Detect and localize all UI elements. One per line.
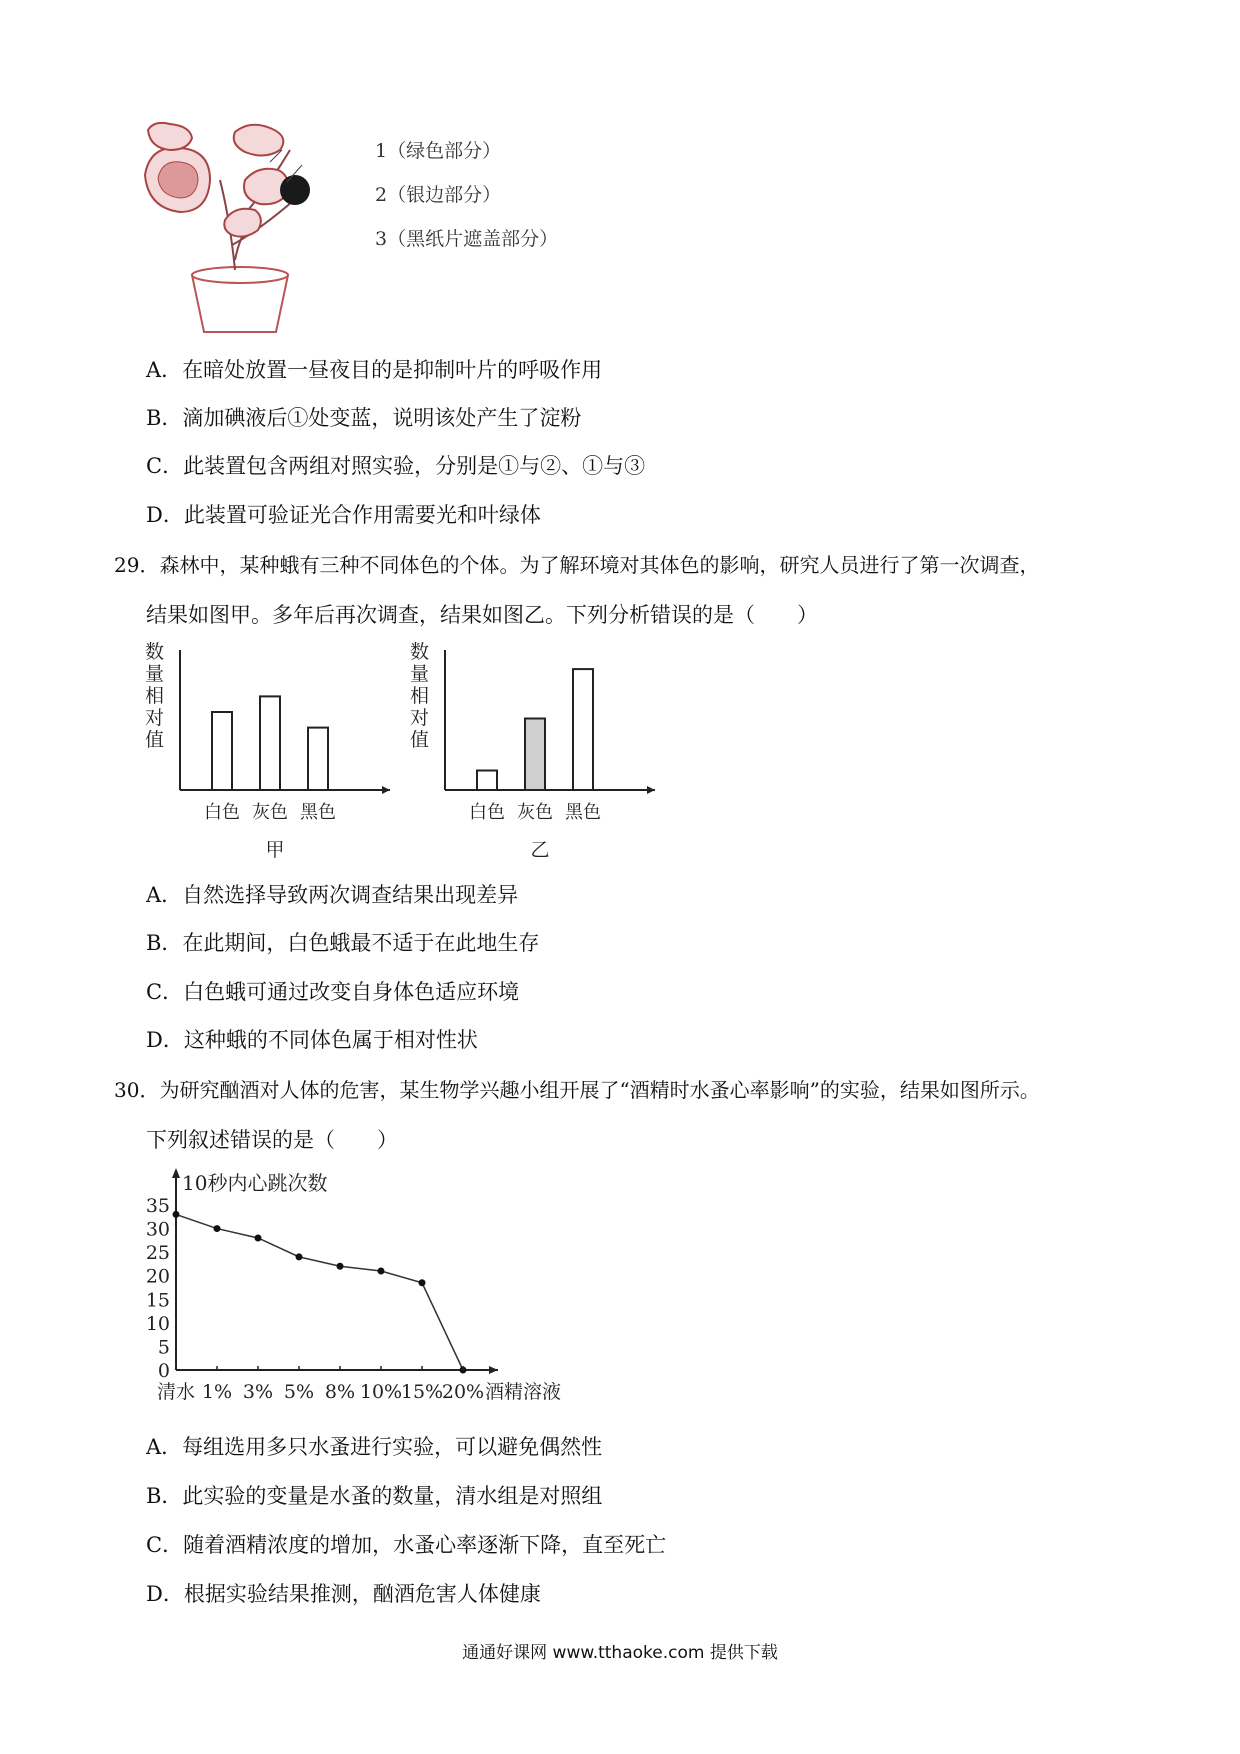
bar-白色 xyxy=(212,712,232,790)
geranium-plant-illustration xyxy=(140,120,360,340)
data-point xyxy=(378,1268,385,1275)
y-axis-label: 数 xyxy=(145,641,165,663)
y-axis-label: 相 xyxy=(145,685,165,707)
line-chart-heart-rate xyxy=(140,1158,660,1408)
y-axis-label: 对 xyxy=(145,707,165,729)
footer-credit: 通通好课网 www.tthaoke.com 提供下载 xyxy=(462,1643,778,1663)
bar-灰色 xyxy=(525,719,545,791)
q30-option-a: A．每组选用多只水蚤进行实验，可以避免偶然性 xyxy=(146,1435,603,1459)
y-tick-label: 10 xyxy=(145,1312,170,1335)
q30-option-d: D．根据实验结果推测，酗酒危害人体健康 xyxy=(146,1582,541,1606)
x-axis-arrow xyxy=(647,786,655,794)
y-axis-arrow xyxy=(172,1168,180,1178)
x-tick-label: 20% xyxy=(441,1381,485,1403)
q29-option-c: C．白色蛾可通过改变自身体色适应环境 xyxy=(146,980,520,1004)
plant-figure xyxy=(140,120,560,340)
series-line xyxy=(176,1214,463,1370)
y-axis-label: 对 xyxy=(410,707,430,729)
y-axis-label: 量 xyxy=(145,663,165,685)
figure-label-2: 2（银边部分） xyxy=(375,184,502,206)
x-tick-label: 白色 xyxy=(469,802,505,823)
bar-灰色 xyxy=(260,696,280,790)
y-axis-label: 数 xyxy=(410,641,430,663)
q28-option-c: C．此装置包含两组对照实验，分别是①与②、①与③ xyxy=(146,454,646,478)
x-tick-label: 黑色 xyxy=(565,802,601,823)
y-axis-label: 10秒内心跳次数 xyxy=(182,1171,328,1195)
q29-option-a: A．自然选择导致两次调查结果出现差异 xyxy=(146,883,519,907)
y-tick-label: 30 xyxy=(145,1218,170,1241)
x-tick-label: 10% xyxy=(359,1381,403,1403)
bar-chart-jia xyxy=(140,640,400,860)
q28-option-b: B．滴加碘液后①处变蓝，说明该处产生了淀粉 xyxy=(146,406,582,430)
bar-chart-yi xyxy=(405,640,665,860)
q29-stem-line2: 结果如图甲。多年后再次调查，结果如图乙。下列分析错误的是（ ） xyxy=(146,603,818,627)
x-tick-label: 黑色 xyxy=(300,802,336,823)
x-axis-label: 酒精溶液 xyxy=(485,1381,562,1403)
data-point xyxy=(296,1253,303,1260)
x-tick-label: 灰色 xyxy=(252,802,288,823)
y-axis-label: 相 xyxy=(410,685,430,707)
figure-label-3: 3（黑纸片遮盖部分） xyxy=(375,228,559,250)
x-tick-label: 白色 xyxy=(204,802,240,823)
q30-stem-line1: 30．为研究酗酒对人体的危害，某生物学兴趣小组开展了“酒精时水蚤心率影响”的实验，结果如图所示。 xyxy=(114,1078,1040,1102)
x-tick-label: 1% xyxy=(201,1381,233,1403)
chart-title: 甲 xyxy=(265,839,285,860)
bar-黑色 xyxy=(573,669,593,790)
bar-黑色 xyxy=(308,728,328,790)
y-axis-label: 值 xyxy=(410,729,430,751)
q29-stem-line1: 29．森林中，某种蛾有三种不同体色的个体。为了解环境对其体色的影响，研究人员进行了第一次调查， xyxy=(114,553,1040,577)
q28-option-a: A．在暗处放置一昼夜目的是抑制叶片的呼吸作用 xyxy=(146,358,603,382)
data-point xyxy=(173,1211,180,1218)
x-tick-label: 8% xyxy=(324,1381,356,1403)
y-tick-label: 25 xyxy=(145,1242,170,1265)
y-axis-label: 值 xyxy=(145,729,165,751)
q30-stem-line2: 下列叙述错误的是（ ） xyxy=(146,1128,398,1152)
x-axis-arrow xyxy=(382,786,390,794)
x-tick-label: 清水 xyxy=(156,1381,196,1403)
data-point xyxy=(419,1279,426,1286)
x-tick-label: 灰色 xyxy=(517,802,553,823)
figure-label-1: 1（绿色部分） xyxy=(375,140,502,162)
bar-白色 xyxy=(477,771,497,791)
y-tick-label: 20 xyxy=(145,1265,170,1288)
x-tick-label: 15% xyxy=(400,1381,444,1403)
y-tick-label: 0 xyxy=(157,1360,170,1382)
q29-option-d: D．这种蛾的不同体色属于相对性状 xyxy=(146,1028,478,1052)
x-axis-arrow xyxy=(489,1366,498,1374)
q29-option-b: B．在此期间，白色蛾最不适于在此地生存 xyxy=(146,931,540,955)
x-tick-label: 3% xyxy=(242,1381,274,1403)
y-tick-label: 35 xyxy=(145,1195,170,1217)
q30-option-b: B．此实验的变量是水蚤的数量，清水组是对照组 xyxy=(146,1484,603,1508)
x-tick-label: 5% xyxy=(283,1381,315,1403)
data-point xyxy=(255,1235,262,1242)
data-point xyxy=(214,1225,221,1232)
chart-title: 乙 xyxy=(530,839,550,860)
q30-option-c: C．随着酒精浓度的增加，水蚤心率逐渐下降，直至死亡 xyxy=(146,1533,667,1557)
y-axis-label: 量 xyxy=(410,663,430,685)
y-tick-label: 15 xyxy=(145,1289,170,1312)
data-point xyxy=(337,1263,344,1270)
q28-option-d: D．此装置可验证光合作用需要光和叶绿体 xyxy=(146,503,541,527)
y-tick-label: 5 xyxy=(157,1336,170,1359)
